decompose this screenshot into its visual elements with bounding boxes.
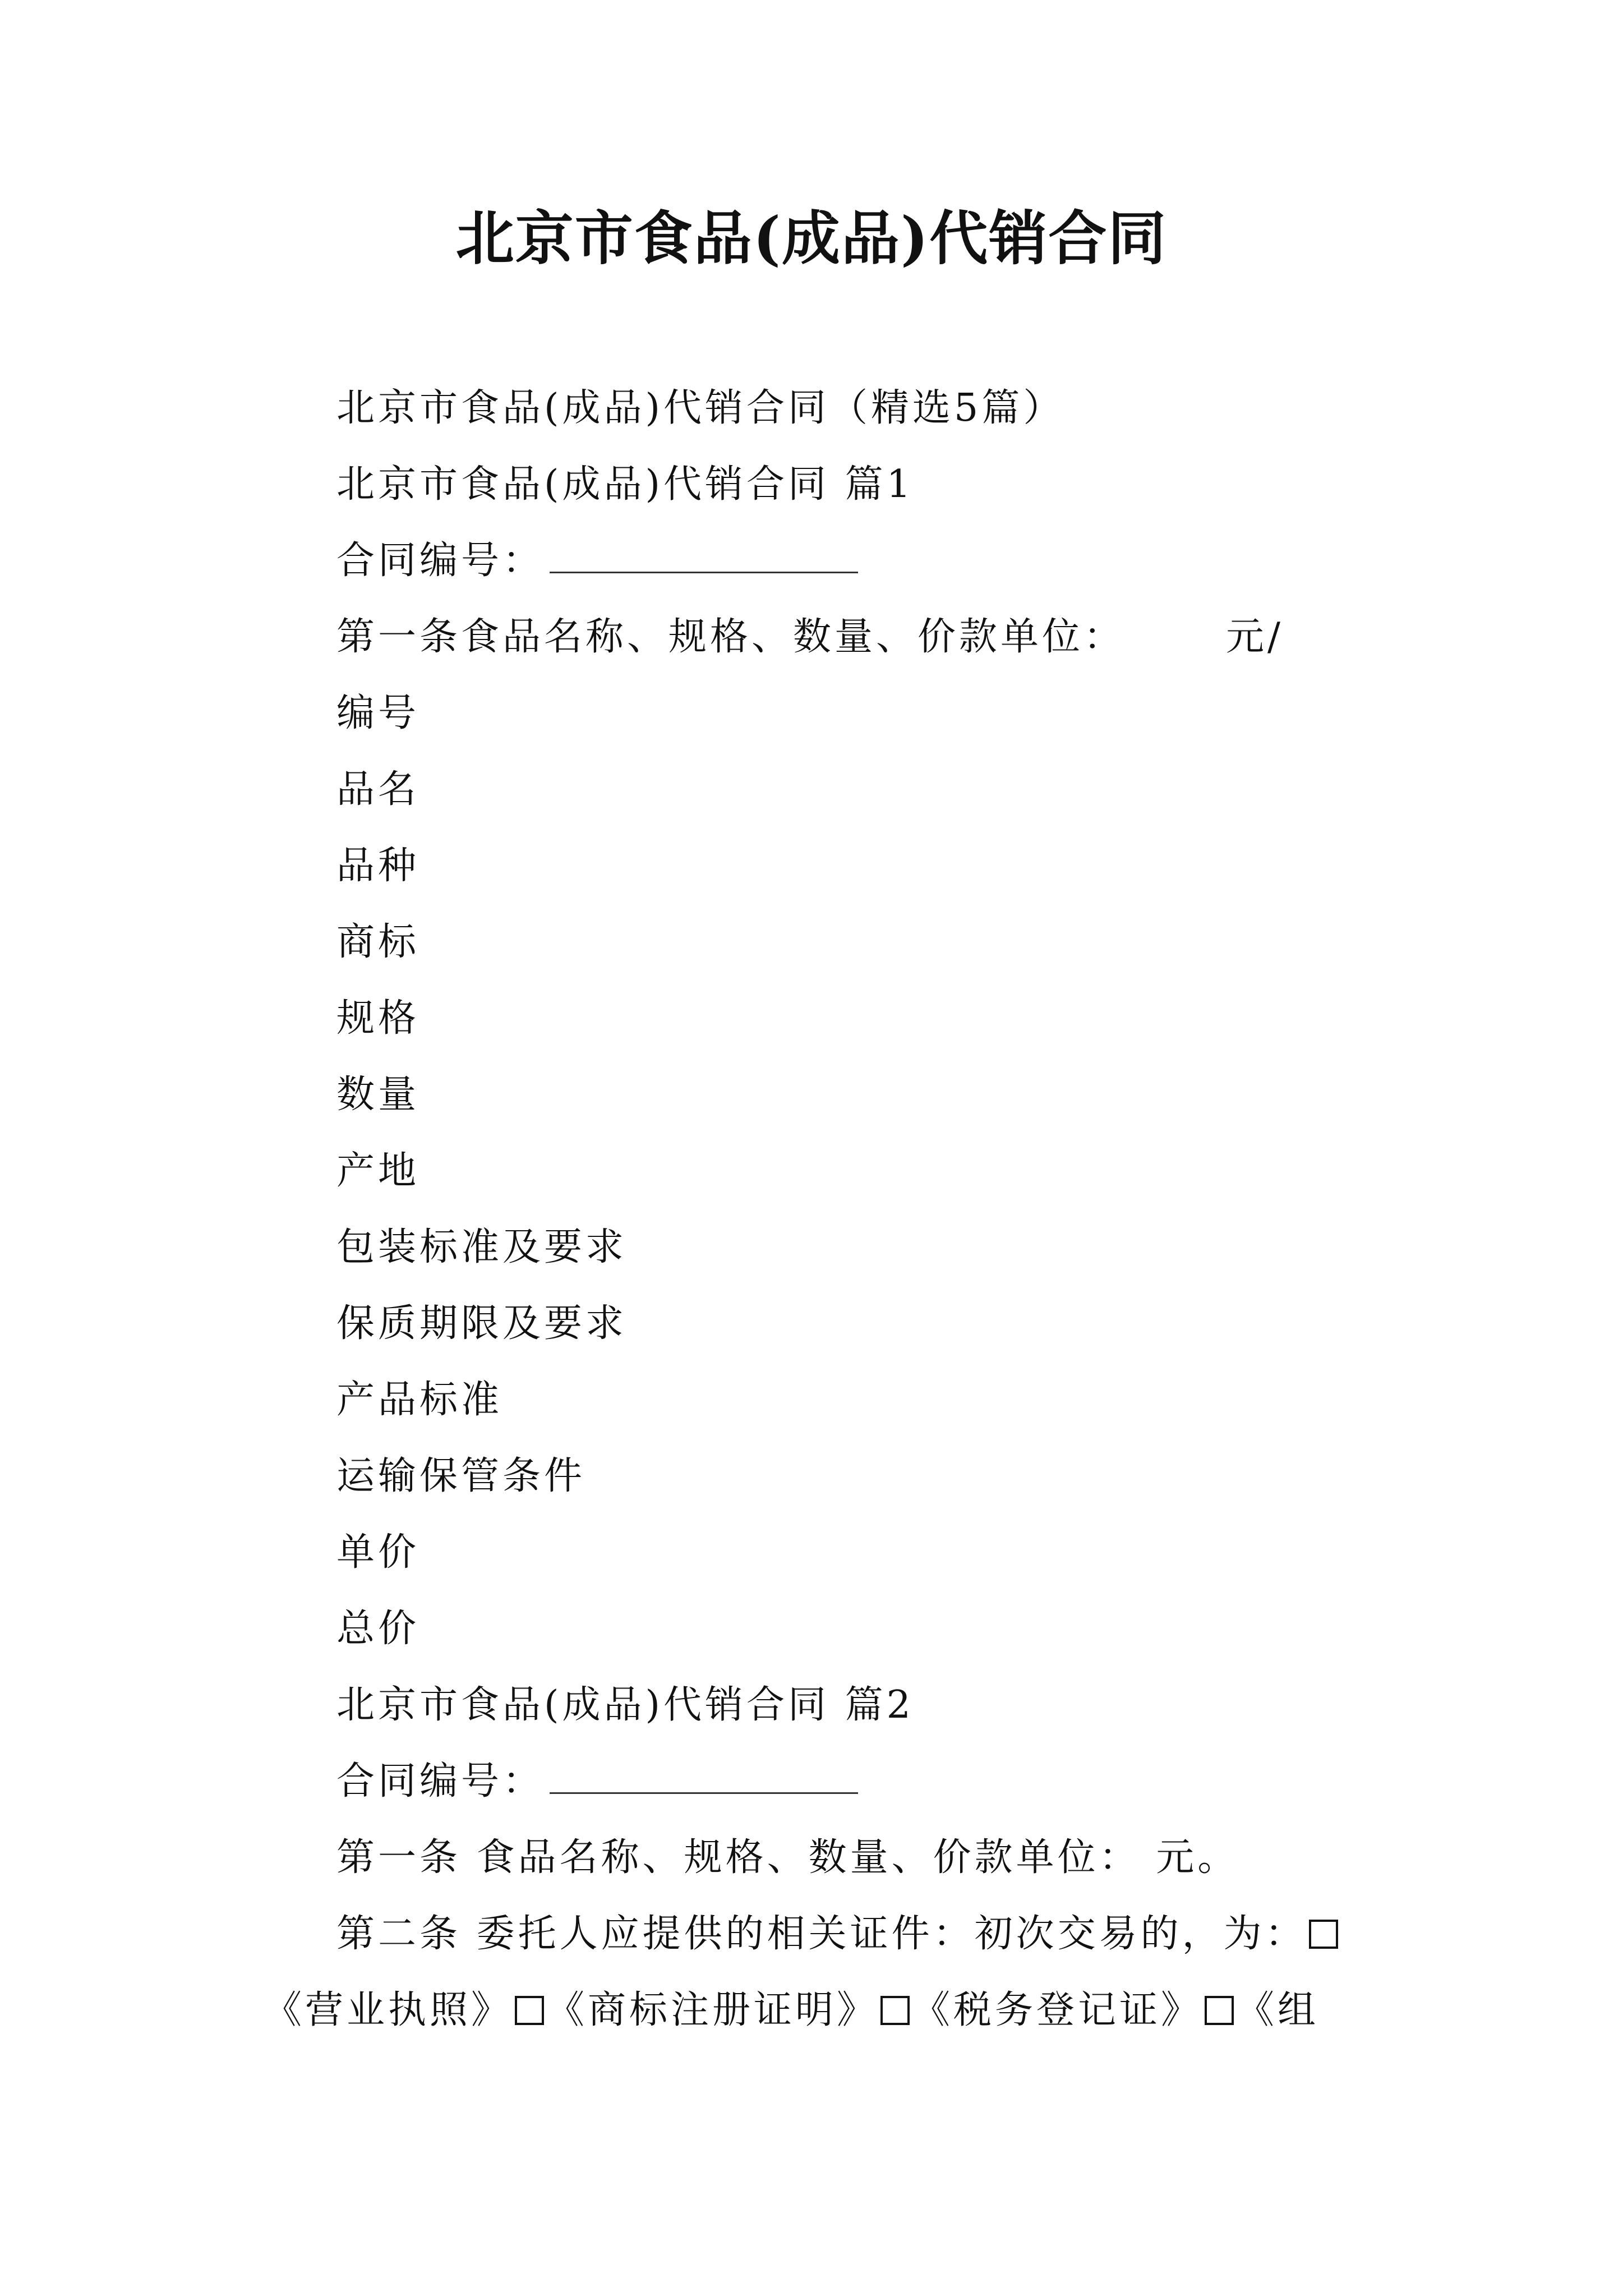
contract-number-blank xyxy=(550,1759,858,1794)
document-title: 北京市食品(成品)代销合同 xyxy=(455,204,1168,273)
field-item: 编号 xyxy=(336,691,420,735)
checkbox-icon xyxy=(1309,1920,1338,1949)
article1-unit: 元/ xyxy=(1226,615,1284,659)
document-option: 《营业执照》 xyxy=(264,1988,513,2032)
field-item: 总价 xyxy=(336,1607,420,1651)
field-item: 产品标准 xyxy=(336,1378,503,1422)
collection-heading: 北京市食品(成品)代销合同（精选5篇） xyxy=(336,386,1065,430)
document-option: 《组 xyxy=(1236,1988,1320,2032)
field-item: 包装标准及要求 xyxy=(336,1225,628,1269)
checkbox-icon xyxy=(880,1996,910,2025)
field-item: 产地 xyxy=(336,1149,420,1193)
contract-number-label: 合同编号： xyxy=(336,1759,545,1803)
article2-intro: 第二条 委托人应提供的相关证件：初次交易的，为： xyxy=(336,1912,1307,1956)
document-body xyxy=(264,370,1380,2049)
field-item: 品种 xyxy=(336,844,420,888)
field-item: 保质期限及要求 xyxy=(336,1301,628,1346)
part1-contract-number xyxy=(336,523,1380,599)
checkbox-icon xyxy=(515,1996,544,2025)
contract-number-blank xyxy=(550,538,858,573)
part2-article1: 第一条 食品名称、规格、数量、价款单位： 元。 xyxy=(336,1835,1239,1880)
field-item: 运输保管条件 xyxy=(336,1454,586,1498)
field-item: 数量 xyxy=(336,1073,420,1117)
document-option: 《商标注册证明》 xyxy=(546,1988,879,2032)
contract-number-label: 合同编号： xyxy=(336,539,545,583)
part2-article2 xyxy=(264,1896,1380,2049)
field-item: 单价 xyxy=(336,1530,420,1575)
part1-heading: 北京市食品(成品)代销合同 篇1 xyxy=(336,462,914,507)
part2-contract-number xyxy=(336,1743,1380,1820)
field-item: 商标 xyxy=(336,920,420,964)
field-item: 品名 xyxy=(336,767,420,812)
field-item: 规格 xyxy=(336,996,420,1041)
checkbox-icon xyxy=(1205,1996,1234,2025)
part2-heading: 北京市食品(成品)代销合同 篇2 xyxy=(336,1683,914,1727)
part1-article1 xyxy=(336,599,1380,675)
article1-label: 第一条食品名称、规格、数量、价款单位： xyxy=(336,615,1126,659)
document-option: 《税务登记证》 xyxy=(912,1988,1203,2032)
